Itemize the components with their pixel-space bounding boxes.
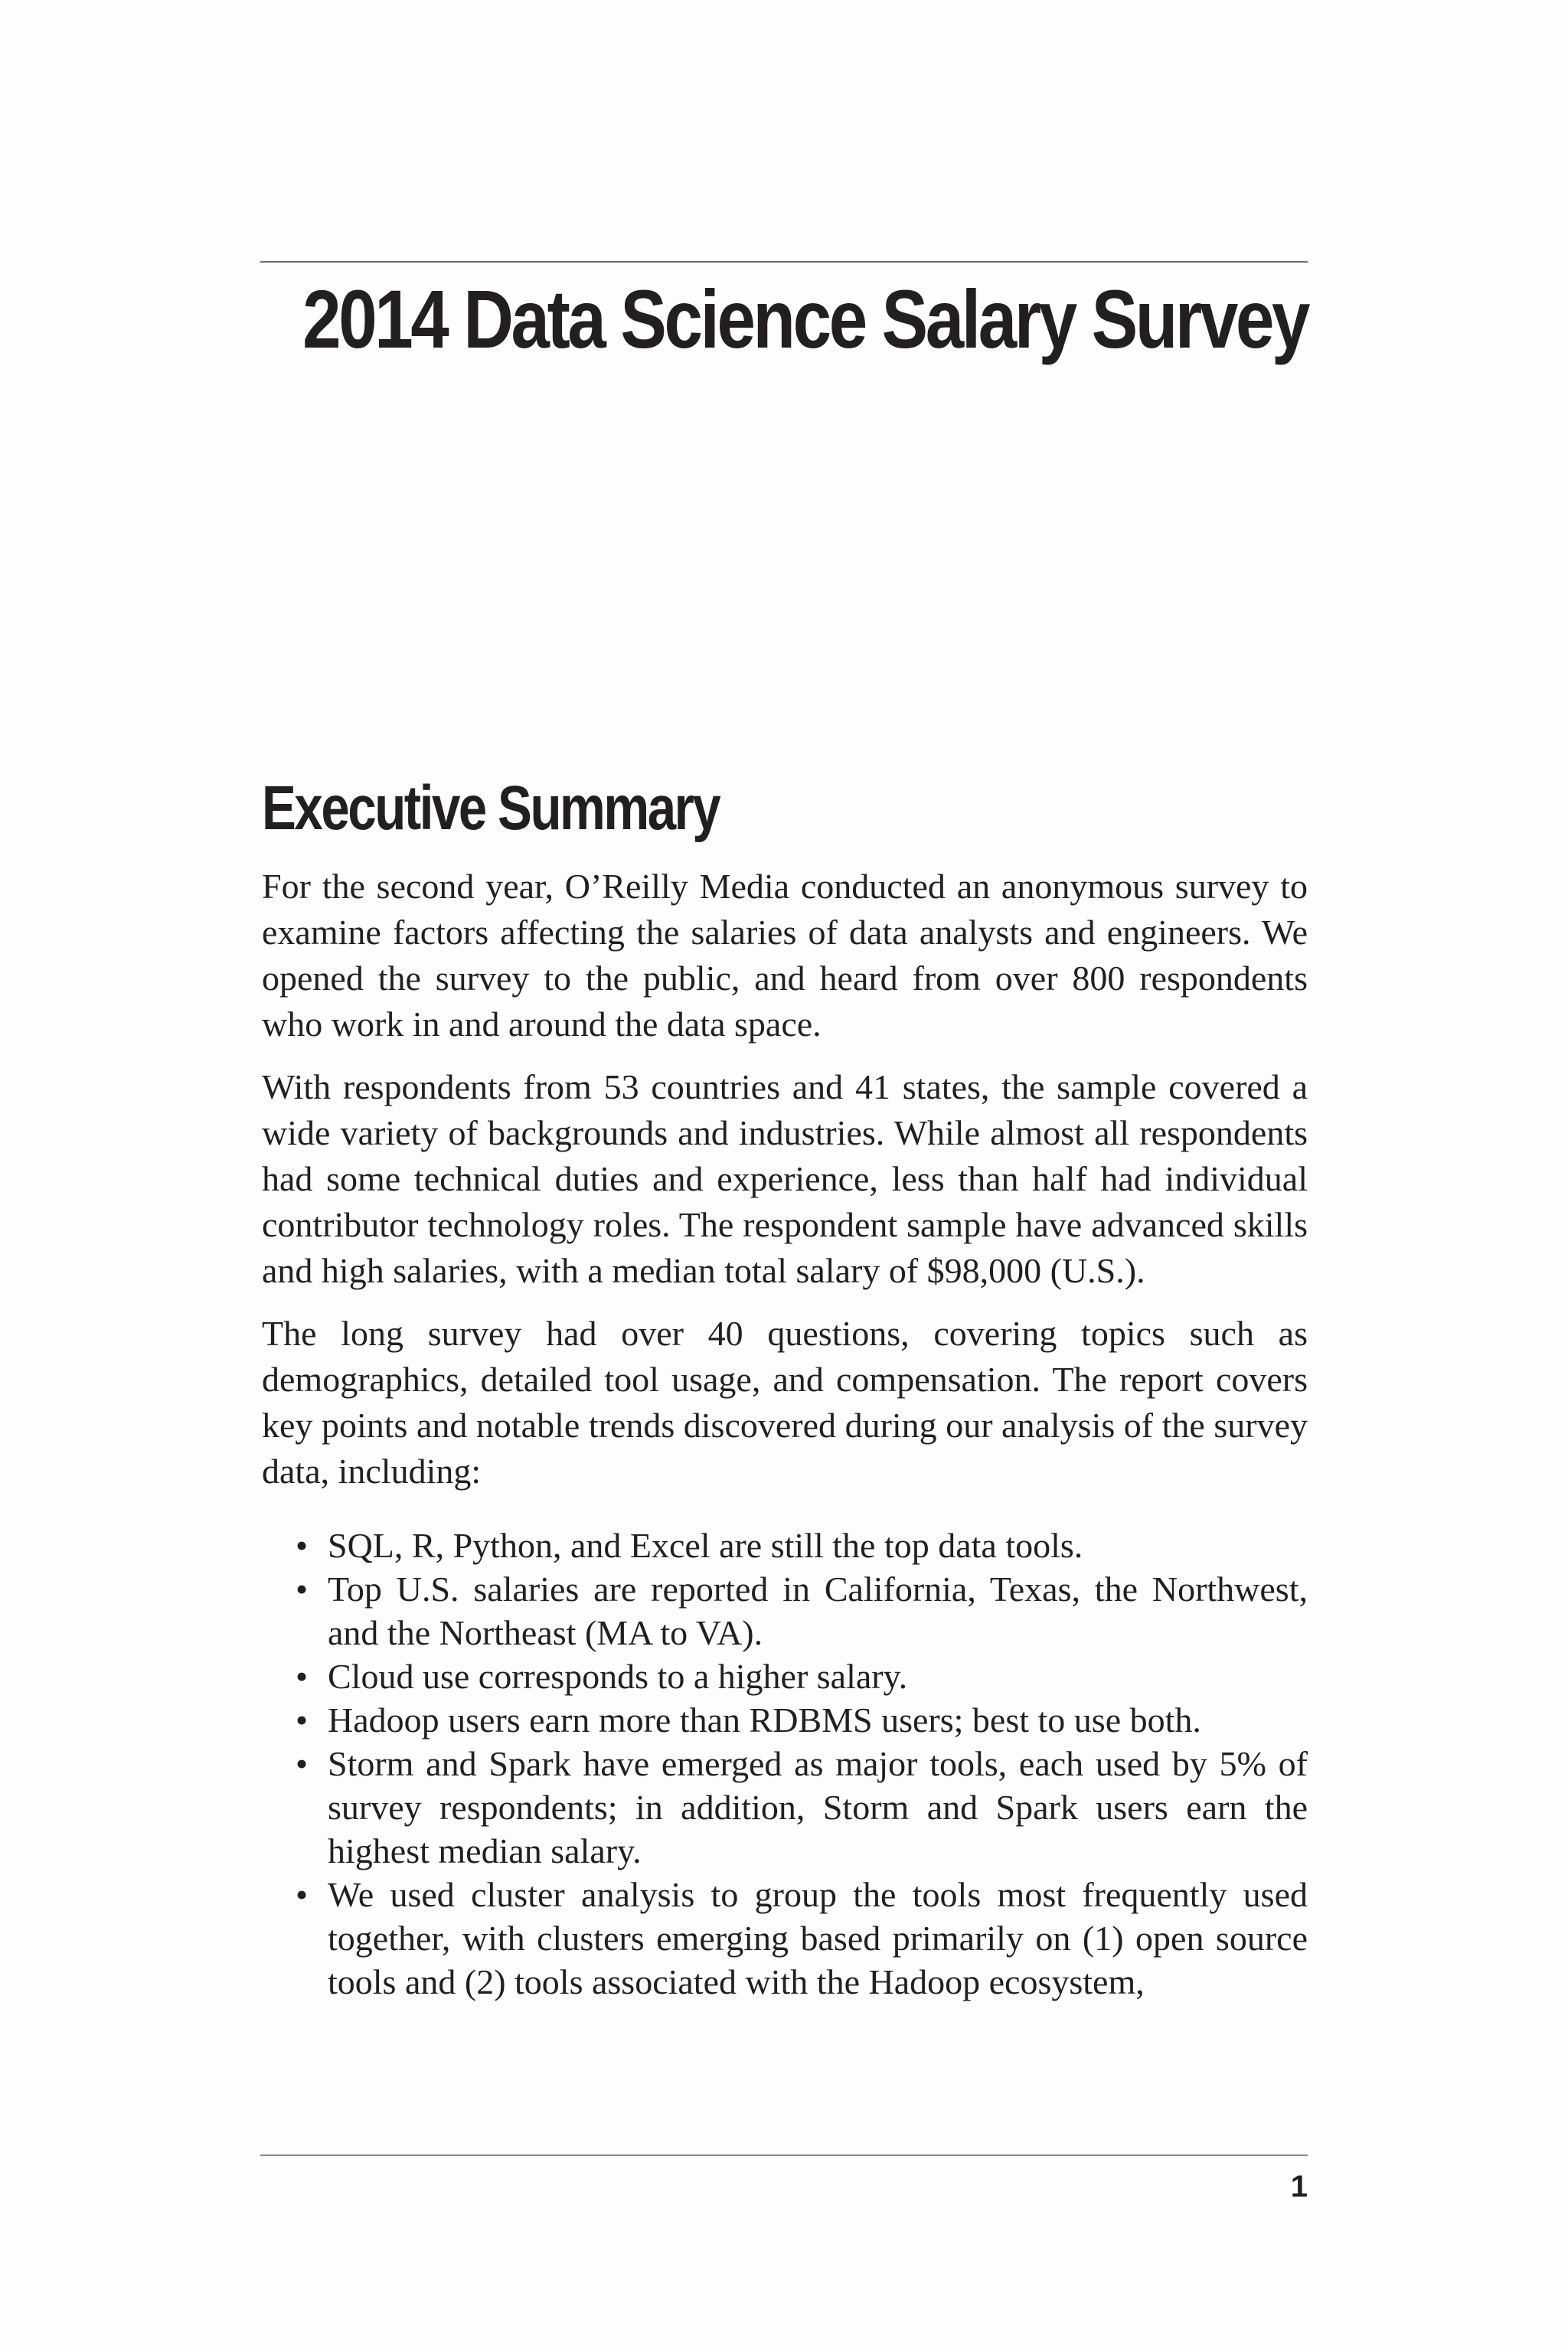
section-heading: Executive Summary xyxy=(262,773,720,843)
paragraph-intro: For the second year, O’Reilly Media conducted an anonymous survey to examine factors affecting the salaries of data analysts and engineers. We opened the survey to the public, and heard from over 800 respondents who work in and around the data space. xyxy=(262,867,1308,1044)
page-number: 1 xyxy=(1290,2170,1308,2203)
list-item-text: Cloud use corresponds to a higher salary. xyxy=(328,1657,908,1696)
chapter-title: 2014 Data Science Salary Survey xyxy=(302,273,1308,365)
bullet-icon: • xyxy=(296,1526,309,1565)
bullet-icon: • xyxy=(296,1570,309,1609)
list-item xyxy=(262,1655,1308,1698)
paragraph-survey-overview: The long survey had over 40 questions, covering topics such as demographics, detailed tool usage, and compensation. The report covers key points and notable trends discovered during our analysis of the survey data, including: xyxy=(262,1314,1308,1491)
list-item xyxy=(262,1698,1308,1742)
list-item xyxy=(262,1567,1308,1655)
list-item-text: Storm and Spark have emerged as major tools, each used by 5% of survey respondents; in addition, Storm and Spark users earn the highest median salary. xyxy=(328,1744,1308,1870)
paragraph-respondents: With respondents from 53 countries and 41 states, the sample covered a wide variety of backgrounds and industries. While almost all respondents had some technical duties and experience, less than half had individual contributor technology roles. The respondent sample have advanced skills and high salaries, with a median total salary of $98,000 (U.S.). xyxy=(262,1067,1308,1290)
list-item-text: Hadoop users earn more than RDBMS users; best to use both. xyxy=(328,1700,1201,1740)
footer-rule xyxy=(260,2154,1308,2156)
list-item xyxy=(262,1873,1308,2004)
bullet-icon: • xyxy=(296,1700,309,1740)
bullet-icon: • xyxy=(296,1875,309,1914)
bullet-icon: • xyxy=(296,1657,309,1696)
key-findings-list xyxy=(262,1524,1308,2004)
list-item-text: Top U.S. salaries are reported in California, Texas, the Northwest, and the Northeast (MA to VA). xyxy=(328,1570,1308,1652)
header-rule xyxy=(260,261,1308,263)
list-item xyxy=(262,1524,1308,1567)
executive-summary-section xyxy=(262,766,1308,2004)
list-item xyxy=(262,1742,1308,1873)
list-item-text: We used cluster analysis to group the tools most frequently used together, with clusters emerging based primarily on (1) open source tools and (2) tools associated with the Hadoop ecosystem, xyxy=(328,1875,1308,2001)
list-item-text: SQL, R, Python, and Excel are still the top data tools. xyxy=(328,1526,1083,1565)
bullet-icon: • xyxy=(296,1744,309,1783)
